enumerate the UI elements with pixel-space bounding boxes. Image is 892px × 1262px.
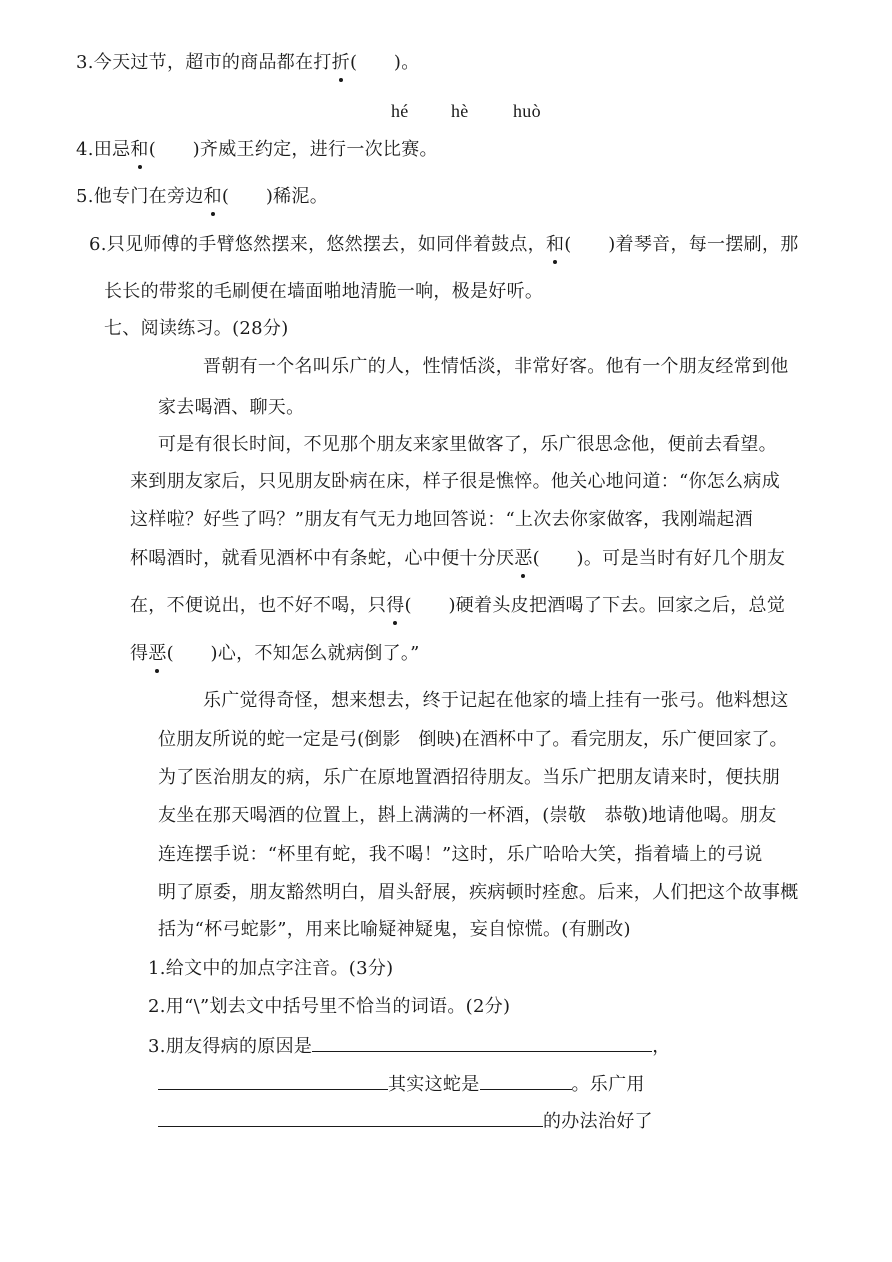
passage-line: 得恶( )心，不知怎么就病倒了。”: [130, 643, 420, 664]
question-3-line2: 其实这蛇是 。乐广用: [158, 1071, 645, 1097]
passage-line: 友坐在那天喝酒的位置上，斟上满满的一杯酒，(崇敬 恭敬)地请他喝。朋友: [158, 805, 777, 826]
item-5: 5.他专门在旁边和( )稀泥。: [76, 186, 329, 207]
passage-line: 晋朝有一个名叫乐广的人，性情恬淡，非常好客。他有一个朋友经常到他: [203, 356, 789, 377]
passage-line: 家去喝酒、聊天。: [158, 397, 305, 418]
answer-blank[interactable]: [480, 1071, 572, 1090]
passage-line: 连连摆手说：“杯里有蛇，我不喝！”这时，乐广哈哈大笑，指着墙上的弓说: [158, 844, 763, 865]
section-title: 七、阅读练习。(28分): [104, 318, 289, 339]
pinyin-options: [391, 99, 541, 123]
answer-blank[interactable]: [158, 1108, 543, 1127]
dotted-char: 恶: [148, 643, 167, 664]
dotted-char: 和: [545, 234, 565, 255]
answer-blank[interactable]: [158, 1071, 388, 1090]
passage-line: 来到朋友家后，只见朋友卧病在床，样子很是憔悴。他关心地问道：“你怎么病成: [130, 471, 780, 492]
passage-line: 在，不便说出，也不好不喝，只得( )硬着头皮把酒喝了下去。回家之后，总觉: [130, 595, 786, 616]
passage-line: 括为“杯弓蛇影”，用来比喻疑神疑鬼，妄自惊慌。(有删改): [158, 919, 631, 940]
dotted-char: 得: [386, 595, 405, 616]
question-2: 2.用“\”划去文中括号里不恰当的词语。(2分): [148, 996, 511, 1017]
item-6-line2: 长长的带浆的毛刷便在墙面啪地清脆一响，极是好听。: [104, 281, 544, 302]
dotted-char: 折: [331, 52, 350, 73]
question-1: 1.给文中的加点字注音。(3分): [148, 958, 394, 979]
item-6: 6.只见师傅的手臂悠然摆来，悠然摆去，如同伴着鼓点，和( )着琴音，每一摆刷，那: [89, 234, 799, 255]
dotted-char: 和: [203, 186, 222, 207]
question-3-line3: 的办法治好了: [158, 1108, 653, 1134]
passage-line: 杯喝酒时，就看见酒杯中有条蛇，心中便十分厌恶( )。可是当时有好几个朋友: [130, 548, 786, 569]
passage-line: 为了医治朋友的病，乐广在原地置酒招待朋友。当乐广把朋友请来时，便扶朋: [158, 767, 781, 788]
item-3: 3.今天过节，超市的商品都在打折( )。: [76, 52, 420, 73]
passage-line: 明了原委，朋友豁然明白，眉头舒展，疾病顿时痊愈。后来，人们把这个故事概: [158, 882, 799, 903]
pinyin-option: hé: [391, 101, 409, 121]
answer-blank[interactable]: [312, 1033, 652, 1052]
question-3: 3.朋友得病的原因是 ，: [148, 1033, 671, 1059]
dotted-char: 恶: [514, 548, 533, 569]
pinyin-option: hè: [451, 101, 469, 121]
item-4: 4.田忌和( )齐威王约定，进行一次比赛。: [76, 139, 438, 160]
passage-line: 这样啦？好些了吗？”朋友有气无力地回答说：“上次去你家做客，我刚端起酒: [130, 509, 753, 530]
passage-line: 位朋友所说的蛇一定是弓(倒影 倒映)在酒杯中了。看完朋友，乐广便回家了。: [158, 729, 788, 750]
passage-line: 乐广觉得奇怪，想来想去，终于记起在他家的墙上挂有一张弓。他料想这: [203, 690, 789, 711]
passage-line: 可是有很长时间，不见那个朋友来家里做客了，乐广很思念他，便前去看望。: [158, 434, 777, 455]
dotted-char: 和: [130, 139, 149, 160]
pinyin-option: huò: [513, 101, 541, 121]
